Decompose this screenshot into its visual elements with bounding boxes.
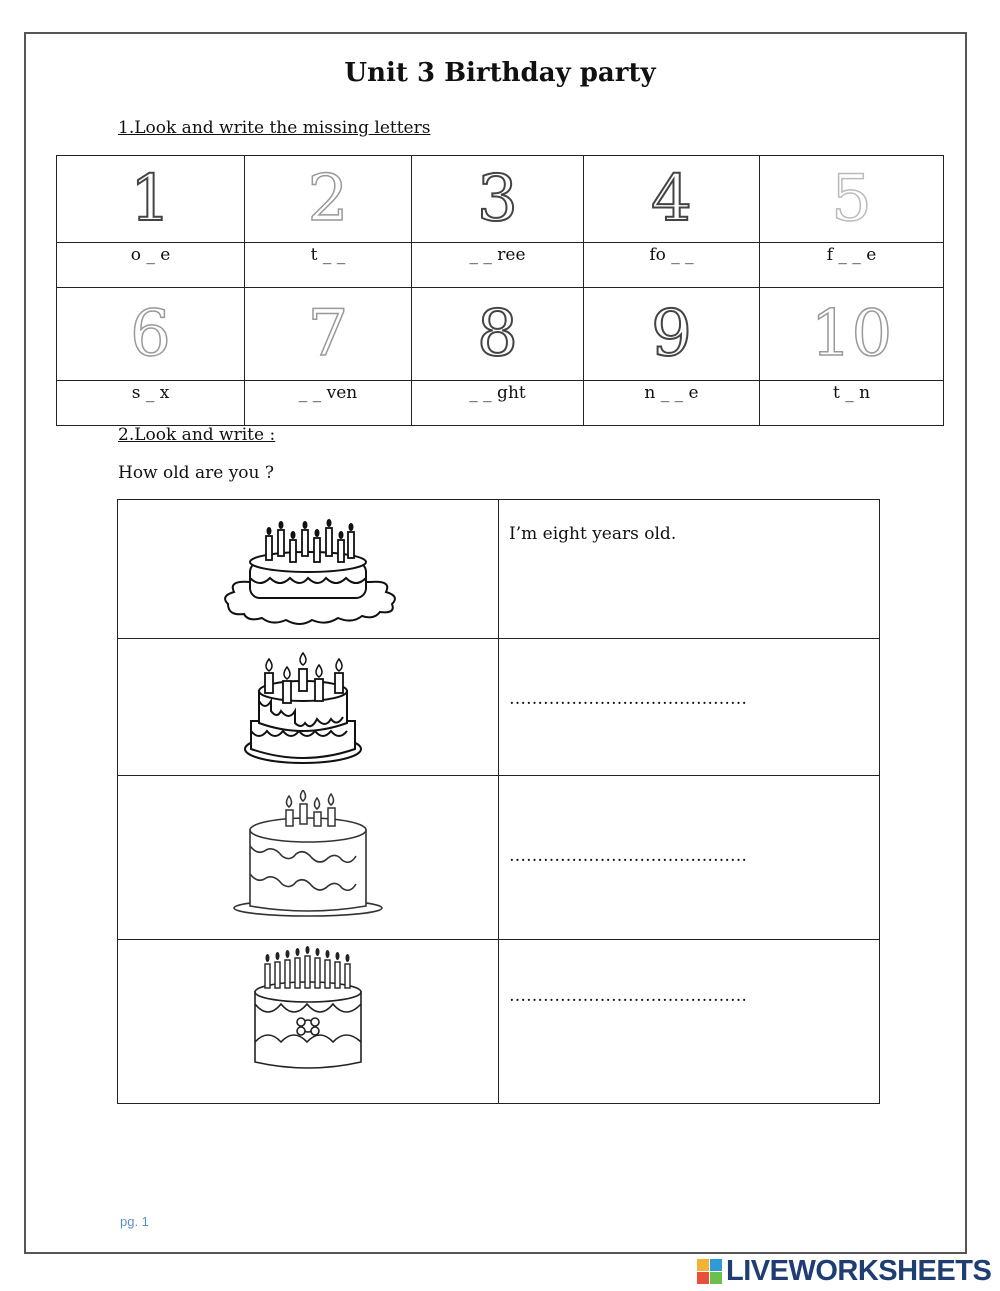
word-cell: [760, 243, 944, 288]
missing-letters-word: _ _ ree: [469, 245, 526, 265]
missing-letters-word: o _ e: [130, 245, 171, 265]
question-text: How old are you ?: [118, 463, 275, 483]
number-7-image: 7: [307, 297, 349, 371]
word-cell: [57, 381, 245, 426]
answer-text: ……………………………………: [509, 689, 747, 709]
section2-heading: 2.Look and write :: [118, 425, 276, 445]
missing-letters-word: t _ n: [832, 383, 871, 403]
word-cell: [245, 381, 412, 426]
cake-image-cell: [118, 639, 499, 776]
logo-blocks-icon: [697, 1259, 722, 1284]
liveworksheets-logo[interactable]: [697, 1255, 991, 1287]
number-1-image: 1: [130, 162, 171, 236]
number-image-cell: [760, 156, 944, 243]
missing-letters-word: s _ x: [131, 383, 170, 403]
answer-text: ……………………………………: [509, 986, 747, 1006]
word-cell: [412, 381, 584, 426]
cake-image-cell: [118, 940, 499, 1104]
answer-text: I’m eight years old.: [509, 524, 677, 544]
word-cell: [584, 243, 760, 288]
number-image-cell: [57, 156, 245, 243]
page-number: pg. 1: [120, 1214, 149, 1229]
cakes-table: [117, 499, 880, 1104]
number-6-image: 6: [130, 297, 171, 371]
missing-letters-word: n _ _ e: [644, 383, 699, 403]
cake-image-cell: [118, 776, 499, 940]
number-image-cell: [57, 288, 245, 381]
word-cell: [760, 381, 944, 426]
number-8-image: 8: [477, 297, 518, 371]
missing-letters-word: t _ _: [310, 245, 346, 265]
page-title: Unit 3 Birthday party: [344, 58, 656, 88]
number-5-image: 5: [831, 162, 872, 236]
word-cell: [245, 243, 412, 288]
missing-letters-word: _ _ ven: [298, 383, 358, 403]
number-4-image: 4: [651, 162, 692, 236]
answer-text: ……………………………………: [509, 846, 747, 866]
cake-5-candles-icon: [243, 651, 373, 771]
number-image-cell: [412, 288, 584, 381]
word-cell: [584, 381, 760, 426]
number-3-image: 3: [477, 162, 518, 236]
answer-cell[interactable]: [499, 940, 880, 1104]
cake-image-cell: [118, 500, 499, 639]
missing-letters-word: _ _ ght: [469, 383, 526, 403]
word-cell: [412, 243, 584, 288]
number-image-cell: [245, 156, 412, 243]
cake-4-candles-icon: [228, 790, 388, 920]
answer-cell[interactable]: [499, 639, 880, 776]
number-2-image: 2: [307, 162, 349, 236]
number-image-cell: [760, 288, 944, 381]
number-image-cell: [245, 288, 412, 381]
number-image-cell: [584, 288, 760, 381]
number-10-image: 10: [810, 297, 893, 371]
number-image-cell: [584, 156, 760, 243]
logo-text: LIVEWORKSHEETS: [726, 1254, 992, 1287]
word-cell: [57, 243, 245, 288]
section1-heading: 1.Look and write the missing letters: [118, 118, 431, 138]
cake-8-candles-icon: [218, 516, 398, 626]
missing-letters-word: fo _ _: [649, 245, 694, 265]
cake-10-candles-icon: [243, 946, 373, 1076]
answer-cell[interactable]: [499, 500, 880, 639]
number-9-image: 9: [651, 297, 692, 371]
answer-cell[interactable]: [499, 776, 880, 940]
missing-letters-word: f _ _ e: [826, 245, 877, 265]
number-image-cell: [412, 156, 584, 243]
numbers-table: [56, 155, 944, 426]
